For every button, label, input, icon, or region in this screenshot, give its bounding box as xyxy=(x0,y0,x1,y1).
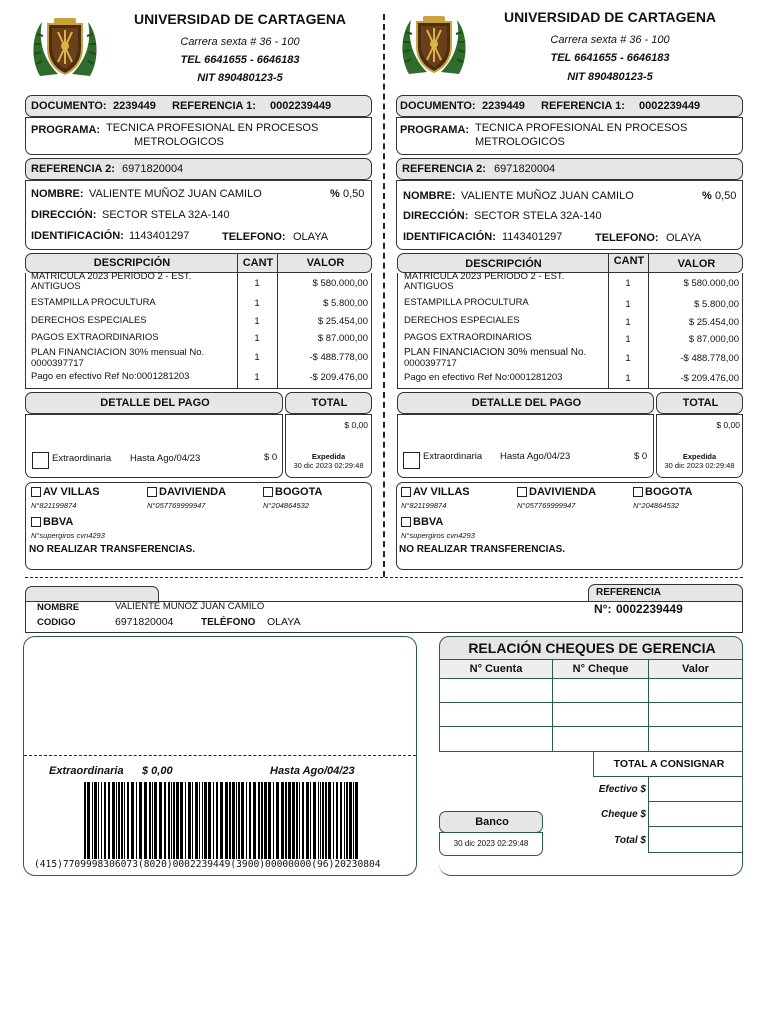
table-row xyxy=(26,347,371,369)
stub-info-bar xyxy=(25,601,743,633)
row-valor: $ 5.800,00 xyxy=(694,299,739,310)
stub-telefono-value: OLAYA xyxy=(267,616,301,628)
bank-name: BBVA xyxy=(43,516,74,528)
pct-symbol: % xyxy=(330,188,340,200)
documento-bar xyxy=(396,95,743,117)
row-cant: 1 xyxy=(254,278,260,289)
cut-line-vertical xyxy=(383,14,385,577)
stub-extra-date: Hasta Ago/04/23 xyxy=(270,765,355,777)
stub-tab-left xyxy=(25,586,159,602)
row-valor: $ 5.800,00 xyxy=(323,298,368,309)
barcode-bar xyxy=(98,782,99,859)
bank-checkbox[interactable] xyxy=(263,487,273,497)
total-consignar-cell xyxy=(593,751,743,777)
bank-account: N°204864532 xyxy=(633,501,679,510)
barcode-bar xyxy=(101,782,102,859)
bank-account: N°supergiros cvn4293 xyxy=(31,531,105,540)
barcode-bar xyxy=(92,782,93,859)
row-cant: 1 xyxy=(254,352,260,363)
barcode-bar xyxy=(273,782,274,859)
cheque-cell[interactable] xyxy=(439,702,553,727)
programa-line2: METROLOGICOS xyxy=(134,136,224,148)
barcode-bar xyxy=(241,782,244,859)
total-row-label: Total $ xyxy=(614,835,646,846)
barcode-bar xyxy=(121,782,123,859)
row-desc2: ANTIGUOS xyxy=(404,281,454,292)
option-value: $ 0 xyxy=(264,452,278,463)
barcode-bar xyxy=(192,782,193,859)
barcode-bar xyxy=(159,782,162,859)
barcode-bar xyxy=(202,782,203,859)
barcode-bar xyxy=(313,782,316,859)
row-desc2: 0000397717 xyxy=(404,358,457,369)
barcode-bar xyxy=(322,782,324,859)
barcode-bar xyxy=(302,782,304,859)
referencia2-bar xyxy=(396,158,743,180)
option-date: Hasta Ago/04/23 xyxy=(500,451,571,462)
nombre-label: NOMBRE: xyxy=(403,190,456,202)
programa-label: PROGRAMA: xyxy=(31,124,101,136)
row-desc: MATRICULA 2023 PERIODO 2 - EST. xyxy=(31,271,192,282)
direccion-value: SECTOR STELA 32A-140 xyxy=(474,210,602,222)
cheque-cell[interactable] xyxy=(439,726,553,752)
barcode-bar xyxy=(264,782,267,859)
identificacion-value: 1143401297 xyxy=(129,230,190,242)
bank-name: AV VILLAS xyxy=(413,486,470,498)
barcode-bar xyxy=(236,782,237,859)
cheque-cell[interactable] xyxy=(648,678,743,703)
barcode-bar xyxy=(176,782,179,859)
col-cant: CANT xyxy=(242,257,274,269)
bank-name: BOGOTA xyxy=(645,486,693,498)
barcode-bar xyxy=(296,782,298,859)
bank-account: N°057769999947 xyxy=(147,501,206,510)
university-crest-icon xyxy=(28,14,102,84)
barcode-bar xyxy=(185,782,186,859)
cheque-field[interactable] xyxy=(648,801,743,827)
banco-header xyxy=(439,811,543,833)
referencia2-bar xyxy=(25,158,372,180)
row-valor: -$ 209.476,00 xyxy=(309,372,368,383)
stub-extra-label: Extraordinaria xyxy=(49,765,124,777)
barcode-bar xyxy=(353,782,354,859)
barcode-bar xyxy=(346,782,348,859)
row-desc: DERECHOS ESPECIALES xyxy=(31,315,147,326)
programa-line1: TECNICA PROFESIONAL EN PROCESOS xyxy=(475,122,688,134)
barcode-bar xyxy=(124,782,125,859)
university-nit: NIT 890480123-5 xyxy=(197,72,283,84)
university-address: Carrera sexta # 36 - 100 xyxy=(550,34,670,46)
programa-label: PROGRAMA: xyxy=(400,124,470,136)
barcode-bar xyxy=(229,782,231,859)
expedida-date: 30 dic 2023 02:29:48 xyxy=(664,461,735,470)
direccion-value: SECTOR STELA 32A-140 xyxy=(102,209,230,221)
nombre-value: VALIENTE MUÑOZ JUAN CAMILO xyxy=(461,190,634,202)
barcode-bar xyxy=(104,782,106,859)
banks-box xyxy=(396,482,743,570)
option-date: Hasta Ago/04/23 xyxy=(130,453,201,464)
pct-value: 0,50 xyxy=(715,190,737,202)
col-descripcion: DESCRIPCIÓN xyxy=(93,257,171,269)
table-row xyxy=(398,315,742,333)
barcode-bar xyxy=(253,782,256,859)
table-row xyxy=(398,273,742,291)
referencia1-label: REFERENCIA 1: xyxy=(172,100,256,112)
programa-line1: TECNICA PROFESIONAL EN PROCESOS xyxy=(106,122,319,134)
col-cheque: N° Cheque xyxy=(572,663,629,675)
documento-bar xyxy=(25,95,372,117)
table-row xyxy=(26,314,371,332)
barcode xyxy=(84,782,358,859)
bank-account: N°821199874 xyxy=(401,501,447,510)
nombre-label: NOMBRE: xyxy=(31,188,84,200)
nombre-value: VALIENTE MUÑOZ JUAN CAMILO xyxy=(89,188,262,200)
person-box xyxy=(396,180,743,250)
row-desc: Pago en efectivo Ref No:0001281203 xyxy=(404,372,563,383)
bank-name: BBVA xyxy=(413,516,444,528)
barcode-bar xyxy=(232,782,235,859)
barcode-bar xyxy=(285,782,287,859)
pct-value: 0,50 xyxy=(343,188,365,200)
col-cuenta: N° Cuenta xyxy=(469,663,523,675)
referencia2-label: REFERENCIA 2: xyxy=(402,163,486,175)
col-valor-header xyxy=(648,659,743,679)
cheques-header xyxy=(439,636,743,660)
cheque-cell[interactable] xyxy=(439,678,553,703)
table-row xyxy=(26,296,371,314)
bank-checkbox[interactable] xyxy=(517,487,527,497)
telefono-label: TELEFONO: xyxy=(595,232,659,244)
barcode-bar xyxy=(268,782,271,859)
barcode-bar xyxy=(171,782,172,859)
stub-referencia-label: REFERENCIA xyxy=(596,587,662,598)
university-name: UNIVERSIDAD DE CARTAGENA xyxy=(503,9,717,25)
cheque-cell[interactable] xyxy=(648,726,743,752)
programa-box xyxy=(396,117,743,155)
stub-nref-value: 0002239449 xyxy=(616,602,683,616)
table-row xyxy=(398,371,742,389)
barcode-bar xyxy=(87,782,90,859)
total-consignar-label: TOTAL A CONSIGNAR xyxy=(613,758,725,770)
total-label: TOTAL xyxy=(311,397,348,409)
documento-label: DOCUMENTO: xyxy=(400,100,476,112)
university-phone: TEL 6641655 - 6646183 xyxy=(180,54,300,66)
documento-value: 2239449 xyxy=(113,100,156,112)
total-label: TOTAL xyxy=(682,397,719,409)
referencia1-value: 0002239449 xyxy=(270,100,332,112)
programa-line2: METROLOGICOS xyxy=(475,136,565,148)
university-name: UNIVERSIDAD DE CARTAGENA xyxy=(133,11,347,27)
cheque-cell[interactable] xyxy=(552,726,649,752)
expedida-label: Expedida xyxy=(311,452,346,461)
bank-account: N°supergiros cvn4293 xyxy=(401,531,475,540)
row-desc2: 0000397717 xyxy=(31,358,84,369)
table-row xyxy=(26,371,371,389)
row-cant: 1 xyxy=(254,333,260,344)
stub-tab-right xyxy=(588,584,743,602)
bank-name: AV VILLAS xyxy=(43,486,100,498)
row-valor: -$ 209.476,00 xyxy=(680,373,739,384)
col-valor-cheque: Valor xyxy=(682,663,709,675)
items-header xyxy=(397,253,743,273)
barcode-bar xyxy=(139,782,142,859)
barcode-bar xyxy=(238,782,240,859)
university-address: Carrera sexta # 36 - 100 xyxy=(180,36,300,48)
option-value: $ 0 xyxy=(634,451,648,462)
barcode-bar xyxy=(94,782,97,859)
referencia2-label: REFERENCIA 2: xyxy=(31,163,115,175)
barcode-bar xyxy=(173,782,175,859)
row-valor: -$ 488.778,00 xyxy=(309,352,368,363)
barcode-bar xyxy=(164,782,166,859)
row-valor: -$ 488.778,00 xyxy=(680,353,739,364)
col-cant: CANT xyxy=(613,255,645,267)
barcode-bar xyxy=(336,782,338,859)
barcode-bar xyxy=(306,782,309,859)
identificacion-label: IDENTIFICACIÓN: xyxy=(403,231,496,243)
row-valor: $ 87.000,00 xyxy=(317,333,368,344)
bank-checkbox[interactable] xyxy=(31,517,41,527)
col-valor: VALOR xyxy=(306,257,345,269)
barcode-bar xyxy=(333,782,334,859)
total-value: $ 0,00 xyxy=(716,420,740,430)
cheque-cell[interactable] xyxy=(648,702,743,727)
detalle-body xyxy=(25,414,283,478)
items-body xyxy=(397,273,743,389)
programa-box xyxy=(25,117,372,155)
cheque-cell[interactable] xyxy=(552,702,649,727)
efectivo-label: Efectivo $ xyxy=(598,784,646,795)
bank-checkbox[interactable] xyxy=(147,487,157,497)
cheque-label: Cheque $ xyxy=(600,809,646,820)
row-desc: ESTAMPILLA PROCULTURA xyxy=(404,297,529,308)
barcode-bar xyxy=(149,782,151,859)
row-cant: 1 xyxy=(254,316,260,327)
bank-checkbox[interactable] xyxy=(401,517,411,527)
banco-label: Banco xyxy=(475,816,509,828)
row-desc: ESTAMPILLA PROCULTURA xyxy=(31,297,156,308)
row-desc: Pago en efectivo Ref No:0001281203 xyxy=(31,371,190,382)
barcode-bar xyxy=(320,782,321,859)
row-desc: PLAN FINANCIACION 30% mensual No. xyxy=(31,347,205,358)
row-cant: 1 xyxy=(625,353,631,364)
efectivo-field[interactable] xyxy=(648,776,743,802)
detalle-header xyxy=(25,392,283,414)
barcode-bar xyxy=(220,782,223,859)
university-crest-icon xyxy=(397,12,471,82)
barcode-bar xyxy=(216,782,218,859)
barcode-bar xyxy=(180,782,183,859)
barcode-bar xyxy=(213,782,214,859)
barcode-bar xyxy=(195,782,198,859)
direccion-label: DIRECCIÓN: xyxy=(403,210,469,222)
documento-value: 2239449 xyxy=(482,100,525,112)
barcode-bar xyxy=(258,782,260,859)
telefono-value: OLAYA xyxy=(666,232,702,244)
row-desc: DERECHOS ESPECIALES xyxy=(404,315,520,326)
university-nit: NIT 890480123-5 xyxy=(567,71,653,83)
barcode-bar xyxy=(112,782,115,859)
bank-account: N°057769999947 xyxy=(517,501,576,510)
person-box xyxy=(25,180,372,250)
detalle-body xyxy=(397,414,654,478)
barcode-bar xyxy=(116,782,117,859)
barcode-bar xyxy=(325,782,327,859)
items-header xyxy=(25,253,372,273)
referencia2-value: 6971820004 xyxy=(494,163,556,175)
barcode-bar xyxy=(188,782,191,859)
stub-extra-value: $ 0,00 xyxy=(142,765,173,777)
barcode-bar xyxy=(328,782,331,859)
university-phone: TEL 6641655 - 6646183 xyxy=(550,52,670,64)
row-valor: $ 87.000,00 xyxy=(688,334,739,345)
row-cant: 1 xyxy=(625,334,631,345)
barcode-bar xyxy=(84,782,86,859)
barcode-bar xyxy=(108,782,110,859)
bank-name: DAVIVIENDA xyxy=(529,486,597,498)
option-label: Extraordinaria xyxy=(423,451,483,462)
barcode-bar xyxy=(249,782,251,859)
referencia1-label: REFERENCIA 1: xyxy=(541,100,625,112)
total-body xyxy=(285,414,372,478)
row-valor: $ 580.000,00 xyxy=(683,278,739,289)
bank-name: DAVIVIENDA xyxy=(159,486,227,498)
barcode-bar xyxy=(310,782,311,859)
barcode-bar xyxy=(340,782,342,859)
table-row xyxy=(398,297,742,315)
col-valor: VALOR xyxy=(677,258,716,270)
barcode-bar xyxy=(131,782,134,859)
telefono-label: TELEFONO: xyxy=(222,231,286,243)
barcode-bar xyxy=(127,782,129,859)
stub-barcode-box xyxy=(23,636,417,876)
barcode-bar xyxy=(225,782,228,859)
bank-checkbox[interactable] xyxy=(401,487,411,497)
bank-account: N°821199874 xyxy=(31,501,77,510)
pct-symbol: % xyxy=(702,190,712,202)
row-cant: 1 xyxy=(625,299,631,310)
row-desc: PAGOS EXTRAORDINARIOS xyxy=(31,332,159,343)
row-cant: 1 xyxy=(625,278,631,289)
telefono-value: OLAYA xyxy=(293,231,329,243)
row-cant: 1 xyxy=(254,298,260,309)
detalle-label: DETALLE DEL PAGO xyxy=(100,397,210,409)
expedida-date: 30 dic 2023 02:29:48 xyxy=(293,461,364,470)
total-header xyxy=(285,392,372,414)
barcode-bar xyxy=(261,782,263,859)
barcode-bar xyxy=(208,782,211,859)
row-valor: $ 25.454,00 xyxy=(688,317,739,328)
barcode-bar xyxy=(136,782,137,859)
col-cuenta-header xyxy=(439,659,553,679)
transfer-notice: NO REALIZAR TRANSFERENCIAS. xyxy=(29,544,196,555)
barcode-bar xyxy=(154,782,157,859)
col-descripcion: DESCRIPCIÓN xyxy=(465,258,542,270)
stub-codigo-label: CODIGO xyxy=(37,617,76,628)
barcode-bar xyxy=(349,782,352,859)
bank-name: BOGOTA xyxy=(275,486,323,498)
row-desc: PLAN FINANCIACION 30% mensual No. xyxy=(404,347,587,358)
transfer-notice: NO REALIZAR TRANSFERENCIAS. xyxy=(399,544,566,555)
bank-account: N°204864532 xyxy=(263,501,309,510)
stub-nref-label: N°: xyxy=(594,602,612,616)
cheque-cell[interactable] xyxy=(552,678,649,703)
row-valor: $ 25.454,00 xyxy=(317,316,368,327)
cut-line-horizontal xyxy=(25,577,743,578)
identificacion-label: IDENTIFICACIÓN: xyxy=(31,230,124,242)
option-label: Extraordinaria xyxy=(52,453,112,464)
barcode-text: (415)7709998306073(8020)0002239449(3900)00000000(96)20230804 xyxy=(34,859,381,870)
bank-checkbox[interactable] xyxy=(31,487,41,497)
stub-nombre-label: NOMBRE xyxy=(37,602,80,613)
banks-box xyxy=(25,482,372,570)
row-desc: MATRICULA 2023 PERIODO 2 - EST. xyxy=(404,271,565,282)
total-body xyxy=(656,414,743,478)
extraordinaria-checkbox[interactable] xyxy=(403,452,420,469)
barcode-bar xyxy=(288,782,291,859)
bank-checkbox[interactable] xyxy=(633,487,643,497)
barcode-bar xyxy=(168,782,170,859)
barcode-bar xyxy=(318,782,319,859)
barcode-bar xyxy=(344,782,345,859)
detalle-label: DETALLE DEL PAGO xyxy=(471,397,582,409)
banco-body xyxy=(439,832,543,856)
barcode-bar xyxy=(144,782,147,859)
barcode-bar xyxy=(276,782,279,859)
row-cant: 1 xyxy=(625,317,631,328)
barcode-bar xyxy=(281,782,284,859)
col-cheque-header xyxy=(552,659,649,679)
items-body xyxy=(25,273,372,389)
identificacion-value: 1143401297 xyxy=(502,231,563,243)
banco-date: 30 dic 2023 02:29:48 xyxy=(453,839,529,848)
stub-nombre-value: VALIENTE MUNOZ JUAN CAMILO xyxy=(115,601,265,612)
table-row xyxy=(398,347,742,369)
documento-label: DOCUMENTO: xyxy=(31,100,107,112)
row-valor: $ 580.000,00 xyxy=(312,278,368,289)
barcode-bar xyxy=(299,782,300,859)
barcode-bar xyxy=(199,782,200,859)
total-field[interactable] xyxy=(648,826,743,853)
row-desc: PAGOS EXTRAORDINARIOS xyxy=(404,332,532,343)
barcode-bar xyxy=(118,782,120,859)
row-desc2: ANTIGUOS xyxy=(31,281,81,292)
barcode-bar xyxy=(355,782,358,859)
table-row xyxy=(26,273,371,291)
stub-telefono-label: TELÉFONO xyxy=(201,617,256,628)
cheques-title: RELACIÓN CHEQUES DE GERENCIA xyxy=(468,640,716,656)
total-header xyxy=(656,392,743,414)
barcode-bar xyxy=(292,782,295,859)
stub-codigo-value: 6971820004 xyxy=(115,616,174,628)
row-cant: 1 xyxy=(254,372,260,383)
direccion-label: DIRECCIÓN: xyxy=(31,209,97,221)
barcode-bar xyxy=(204,782,207,859)
referencia2-value: 6971820004 xyxy=(122,163,184,175)
referencia1-value: 0002239449 xyxy=(639,100,701,112)
expedida-label: Expedida xyxy=(682,452,717,461)
barcode-bar xyxy=(152,782,153,859)
row-cant: 1 xyxy=(625,373,631,384)
detalle-header xyxy=(397,392,654,414)
extraordinaria-checkbox[interactable] xyxy=(32,452,49,469)
total-value: $ 0,00 xyxy=(344,420,368,430)
barcode-bar xyxy=(246,782,247,859)
